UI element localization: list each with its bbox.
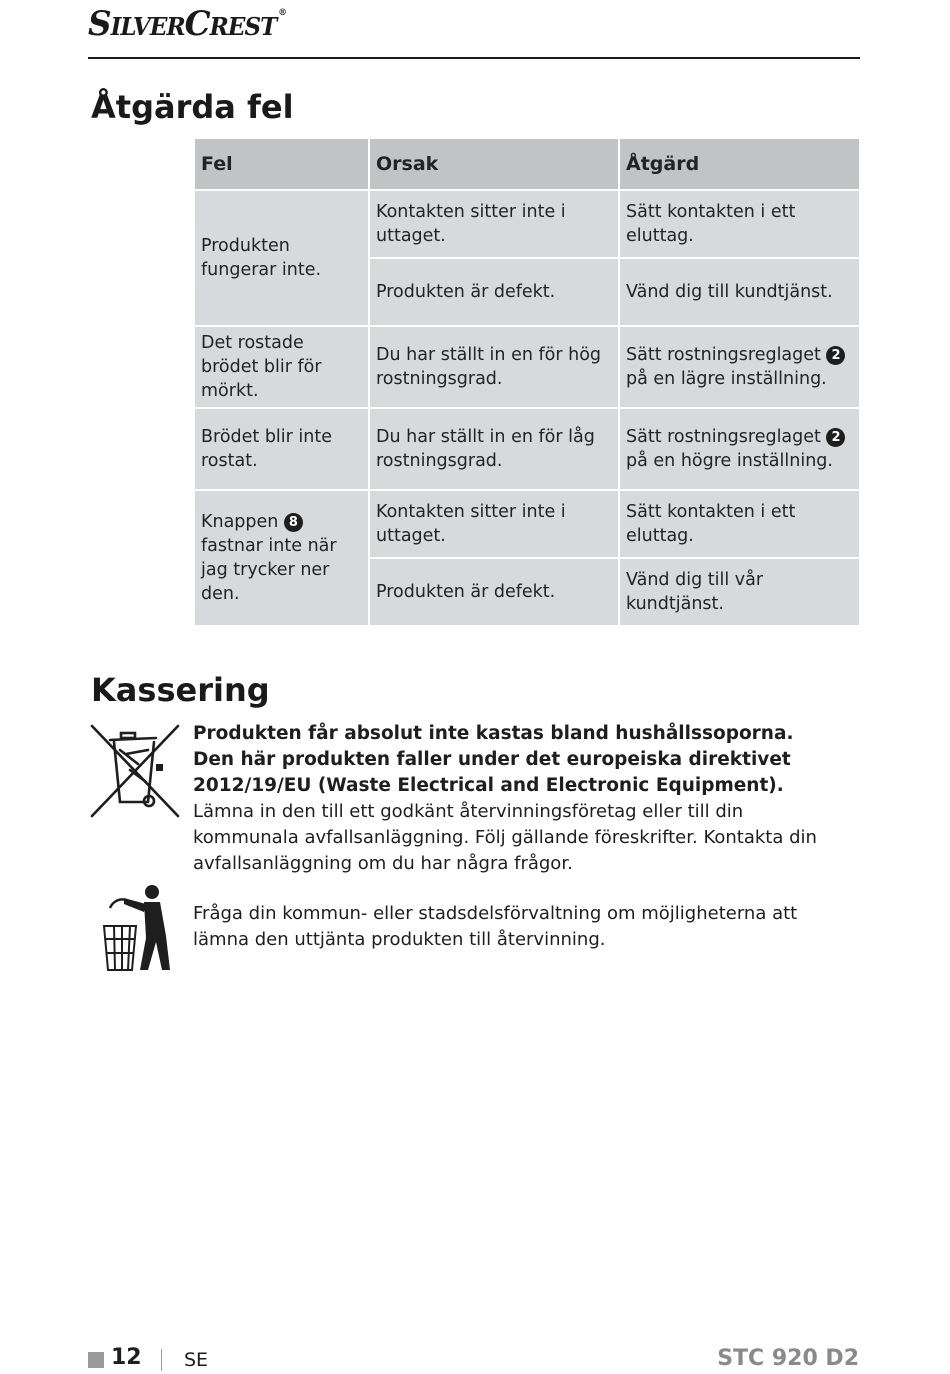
atgard-cell: Sätt rostningsreglaget 2 på en lägre inställning. [619,326,860,408]
section-title-disposal: Kassering [91,671,270,709]
fel-cell: Knappen 8 fastnar inte när jag trycker ner den. [194,490,369,626]
fel-cell: Produkten fungerar inte. [194,190,369,326]
table-header-row [194,138,860,190]
table-row [194,408,860,490]
fel-cell: Brödet blir inte rostat. [194,408,369,490]
control-number-badge: 8 [284,513,303,532]
orsak-cell: Kontakten sitter inte i uttaget. [369,190,619,258]
orsak-cell: Du har ställt in en för låg rostningsgrad. [369,408,619,490]
orsak-cell: Kontakten sitter inte i uttaget. [369,490,619,558]
model-number: STC 920 D2 [717,1346,859,1371]
brand-logo: SilverCrest ® [88,4,286,44]
atgard-cell: Sätt kontakten i ett eluttag. [619,490,860,558]
orsak-cell: Produkten är defekt. [369,258,619,326]
recycle-bin-person-icon [100,884,172,972]
atgard-cell: Vänd dig till vår kundtjänst. [619,558,860,626]
table-row [194,490,860,558]
footer-divider [161,1349,162,1371]
recycling-paragraph: Fråga din kommun- eller stadsdelsförvaltning om möjligheterna att lämna den uttjänta produkten till återvinning. [193,903,798,950]
col-header-atgard: Åtgärd [619,138,860,190]
language-code: SE [184,1349,209,1371]
orsak-cell: Du har ställt in en för hög rostningsgrad. [369,326,619,408]
col-header-orsak: Orsak [369,138,619,190]
col-header-fel: Fel [194,138,369,190]
section-title-troubleshooting: Åtgärda fel [91,88,294,126]
table-row [194,190,860,258]
atgard-cell: Sätt kontakten i ett eluttag. [619,190,860,258]
table-row [194,326,860,408]
orsak-cell: Produkten är defekt. [369,558,619,626]
page-number: 12 [111,1345,142,1370]
header-rule [88,57,860,59]
crossed-out-bin-icon [90,724,182,818]
control-number-badge: 2 [826,428,845,447]
disposal-paragraph: Produkten får absolut inte kastas bland hushållssoporna. Den här produkten faller under det europeiska direktivet 2012/19/EU (Waste Electrical and Electronic Equipment). Lämna in den till ett godkänt återvinningsföretag eller till din kommunala avfallsanläggning. Följ gällande föreskrifter. Kontakta din avfallsanläggning om du har några frågor. [193,723,817,874]
troubleshooting-table [193,137,861,627]
atgard-cell: Vänd dig till kundtjänst. [619,258,860,326]
fel-cell: Det rostade brödet blir för mörkt. [194,326,369,408]
footer-square-icon [88,1352,104,1368]
atgard-cell: Sätt rostningsreglaget 2 på en högre inställning. [619,408,860,490]
control-number-badge: 2 [826,346,845,365]
